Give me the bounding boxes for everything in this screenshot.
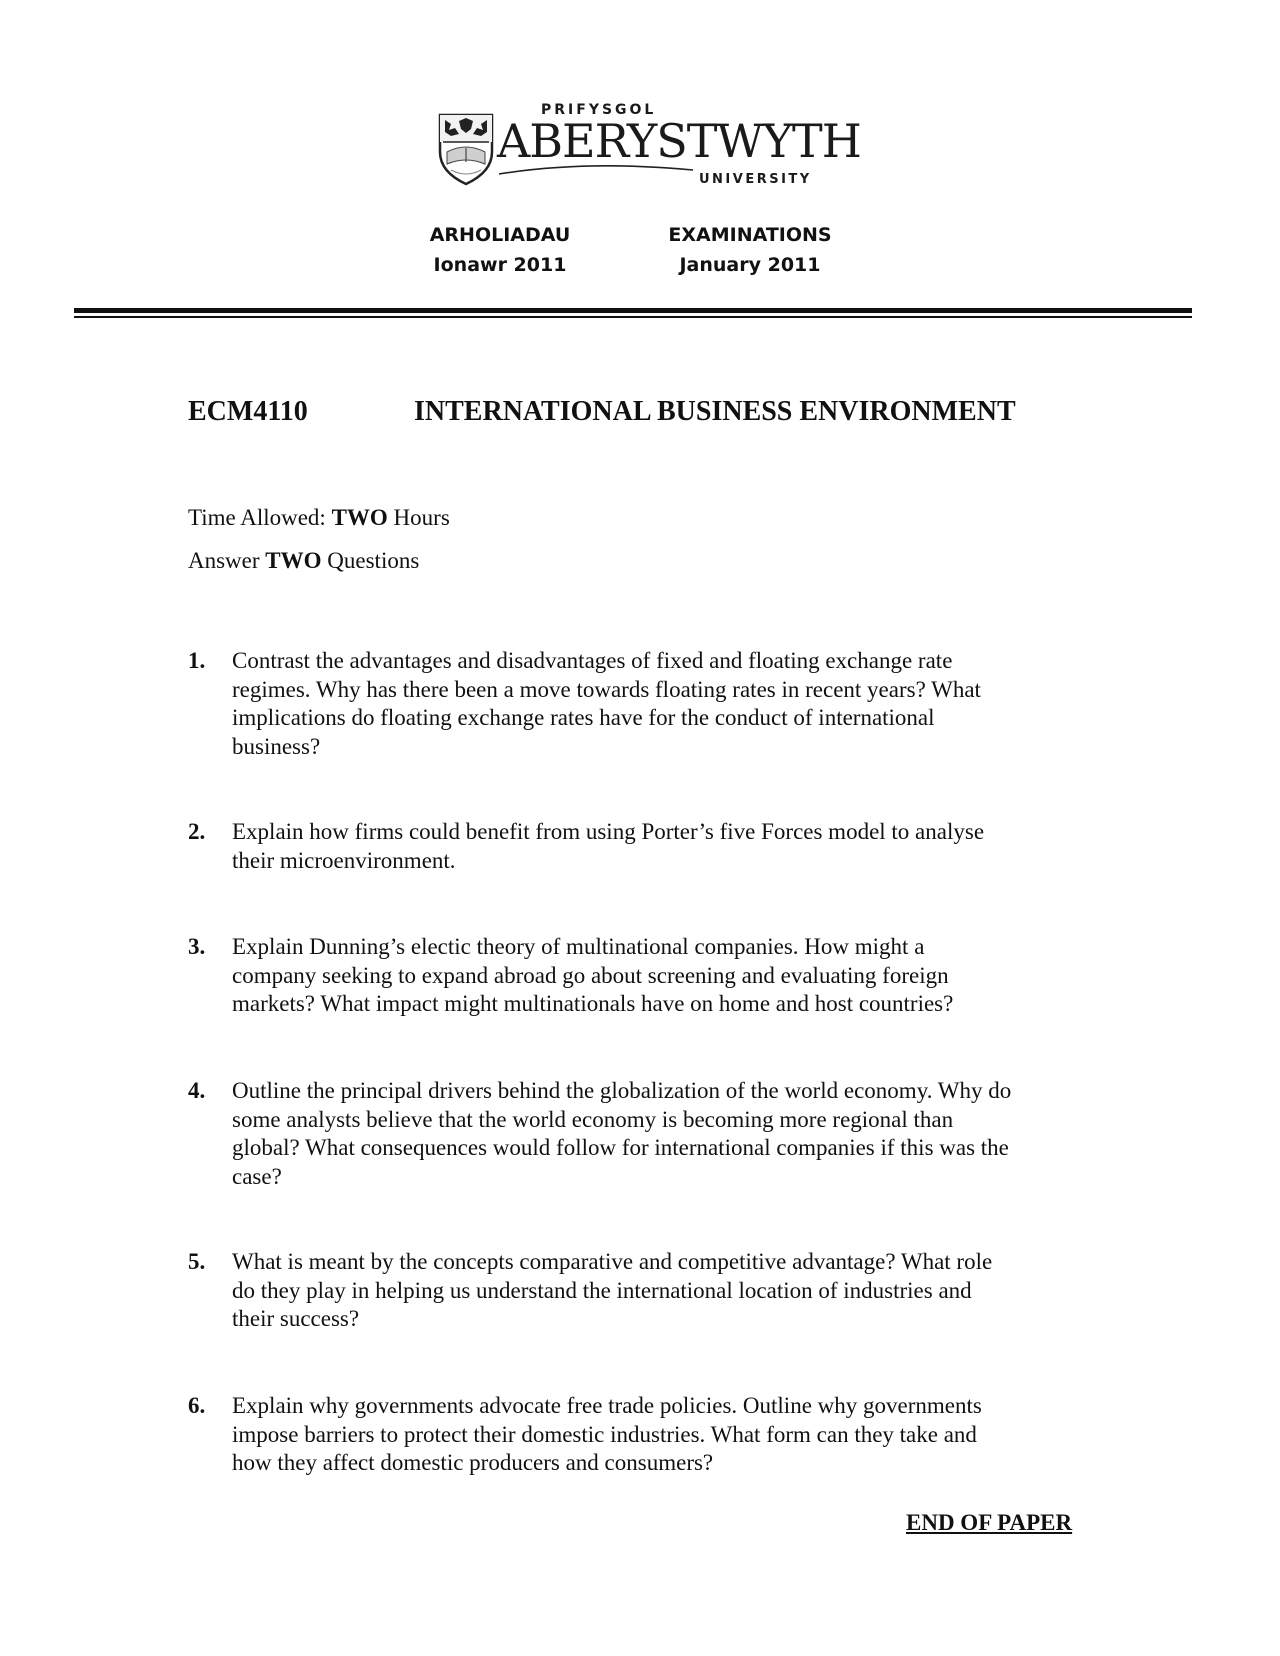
time-allowed-prefix: Time Allowed: [188, 505, 326, 530]
question-line: markets? What impact might multinationals have on home and host countries? [232, 991, 954, 1016]
question-text [232, 1248, 1108, 1334]
university-logo [437, 96, 861, 196]
header-rule-thick [74, 308, 1192, 313]
question-number: 3. [188, 934, 206, 959]
question-number: 5. [188, 1249, 206, 1274]
english-heading-label: EXAMINATIONS [668, 224, 832, 246]
question-number: 4. [188, 1078, 206, 1103]
question-line: implications do floating exchange rates have for the conduct of international [232, 705, 935, 730]
english-exam-heading [660, 220, 840, 280]
question-number: 6. [188, 1393, 206, 1418]
logo-prifysgol-text: PRIFYSGOL [541, 102, 657, 118]
question-text [232, 933, 1108, 1019]
question-line: their microenvironment. [232, 847, 456, 873]
time-allowed-suffix: Hours [393, 505, 450, 530]
header-rule-thin [74, 316, 1192, 318]
course-title: INTERNATIONAL BUSINESS ENVIRONMENT [414, 396, 1016, 427]
question-text [232, 818, 1108, 875]
question-2 [188, 818, 1108, 875]
welsh-heading-label: ARHOLIADAU [429, 224, 571, 246]
university-crest-icon [437, 112, 495, 186]
question-line: do they play in helping us understand the international location of industries and [232, 1277, 972, 1303]
question-line: company seeking to expand abroad go about screening and evaluating foreign [232, 962, 949, 988]
question-line: case? [232, 1163, 282, 1189]
english-date: January 2011 [679, 254, 821, 276]
question-3 [188, 933, 1108, 1019]
time-allowed [188, 505, 450, 531]
question-1 [188, 647, 1108, 761]
end-of-paper: END OF PAPER [906, 1510, 1073, 1535]
logo-swoosh-icon [497, 162, 697, 176]
answer-prefix: Answer [188, 548, 260, 573]
welsh-date: Ionawr 2011 [433, 254, 567, 276]
question-line: business? [232, 733, 321, 759]
question-5 [188, 1248, 1108, 1334]
question-4 [188, 1077, 1108, 1191]
answer-value: TWO [265, 548, 322, 573]
answer-instruction [188, 548, 419, 574]
question-line: What is meant by the concepts comparative and competitive advantage? What role [232, 1249, 993, 1274]
question-line: Explain how firms could benefit from using Porter’s five Forces model to analyse [232, 819, 985, 844]
question-line: how they affect domestic producers and consumers? [232, 1450, 714, 1475]
question-6 [188, 1392, 1108, 1478]
logo-university-text: UNIVERSITY [699, 172, 812, 187]
question-text [232, 1392, 1108, 1478]
question-number: 2. [188, 819, 206, 844]
question-number: 1. [188, 648, 206, 673]
question-line: Explain why governments advocate free trade policies. Outline why governments [232, 1393, 982, 1418]
question-line: global? What consequences would follow for international companies if this was the [232, 1135, 1009, 1160]
logo-aberystwyth-text: ABERYSTWYTH [497, 114, 861, 168]
course-code: ECM4110 [188, 396, 308, 427]
question-line: impose barriers to protect their domestic industries. What form can they take and [232, 1421, 977, 1447]
time-allowed-value: TWO [331, 505, 388, 530]
question-line: their success? [232, 1306, 360, 1331]
answer-suffix: Questions [327, 548, 420, 573]
question-line: Explain Dunning’s electic theory of multinational companies. How might a [232, 934, 925, 959]
question-line: some analysts believe that the world economy is becoming more regional than [232, 1106, 954, 1132]
question-text [232, 1077, 1108, 1191]
question-text [232, 647, 1108, 761]
question-line: regimes. Why has there been a move towards floating rates in recent years? What [232, 676, 981, 702]
question-line: Contrast the advantages and disadvantages of fixed and floating exchange rate [232, 648, 953, 673]
question-line: Outline the principal drivers behind the globalization of the world economy. Why do [232, 1078, 1012, 1103]
welsh-exam-heading [420, 220, 580, 280]
